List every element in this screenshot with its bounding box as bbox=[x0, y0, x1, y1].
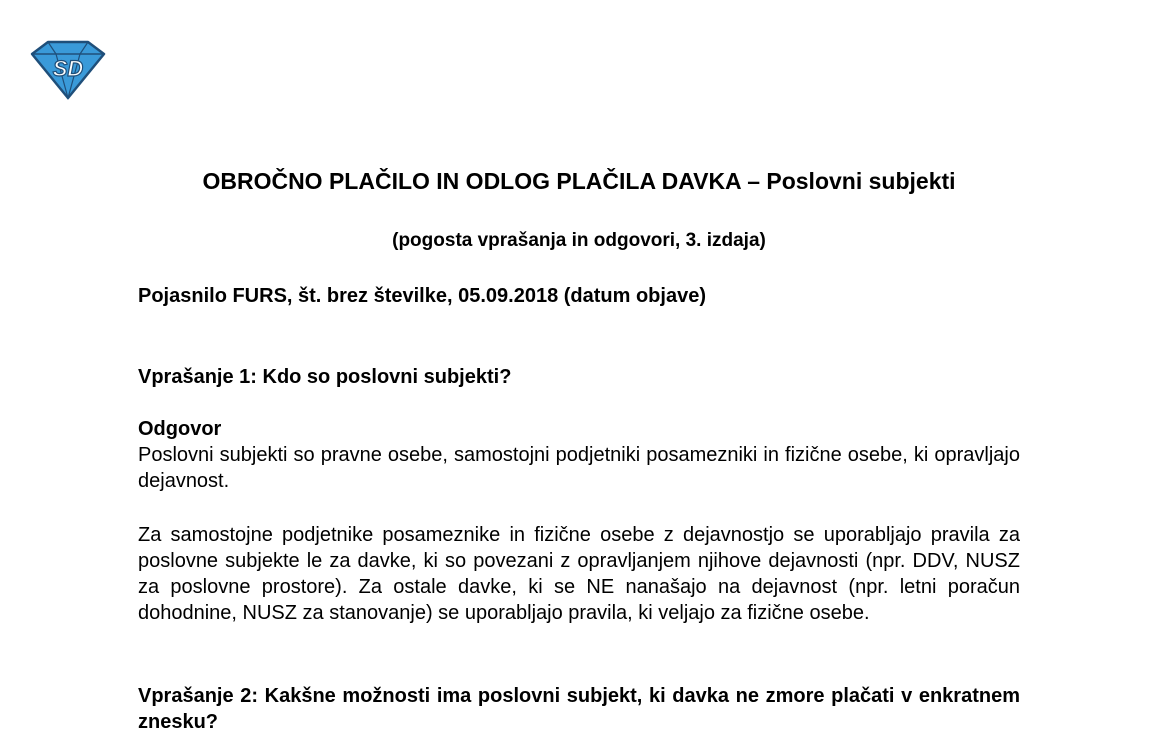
question-1: Vprašanje 1: Kdo so poslovni subjekti? bbox=[138, 366, 512, 388]
answer-heading: Odgovor bbox=[138, 418, 222, 440]
source-reference: Pojasnilo FURS, št. brez številke, 05.09.2018 (datum objave) bbox=[138, 285, 706, 307]
logo-lettering: SD bbox=[52, 56, 84, 81]
diamond-logo bbox=[30, 38, 106, 100]
document-title: OBROČNO PLAČILO IN ODLOG PLAČILA DAVKA – Poslovni subjekti bbox=[202, 168, 956, 194]
document-subtitle: (pogosta vprašanja in odgovori, 3. izdaja) bbox=[392, 230, 766, 251]
answer-paragraph: Za samostojne podjetnike posameznike in fizične osebe z dejavnostjo se uporabljajo pravila za poslovne subjekte le za davke, ki so povezani z opravljanjem njihove dejavnosti (npr. DDV, NUSZ za poslovne prostore). Za ostale davke, ki se NE nanašajo na dejavnost (npr. letni poračun dohodnine, NUSZ za stanovanje) se uporabljajo pravila, ki veljajo za fizične osebe. bbox=[138, 524, 1020, 624]
question-2: Vprašanje 2: Kakšne možnosti ima poslovni subjekt, ki davka ne zmore plačati v enkratnem znesku? bbox=[138, 685, 1020, 733]
answer-paragraph: Poslovni subjekti so pravne osebe, samostojni podjetniki posamezniki in fizične osebe, ki opravljajo dejavnost. bbox=[138, 444, 1020, 492]
